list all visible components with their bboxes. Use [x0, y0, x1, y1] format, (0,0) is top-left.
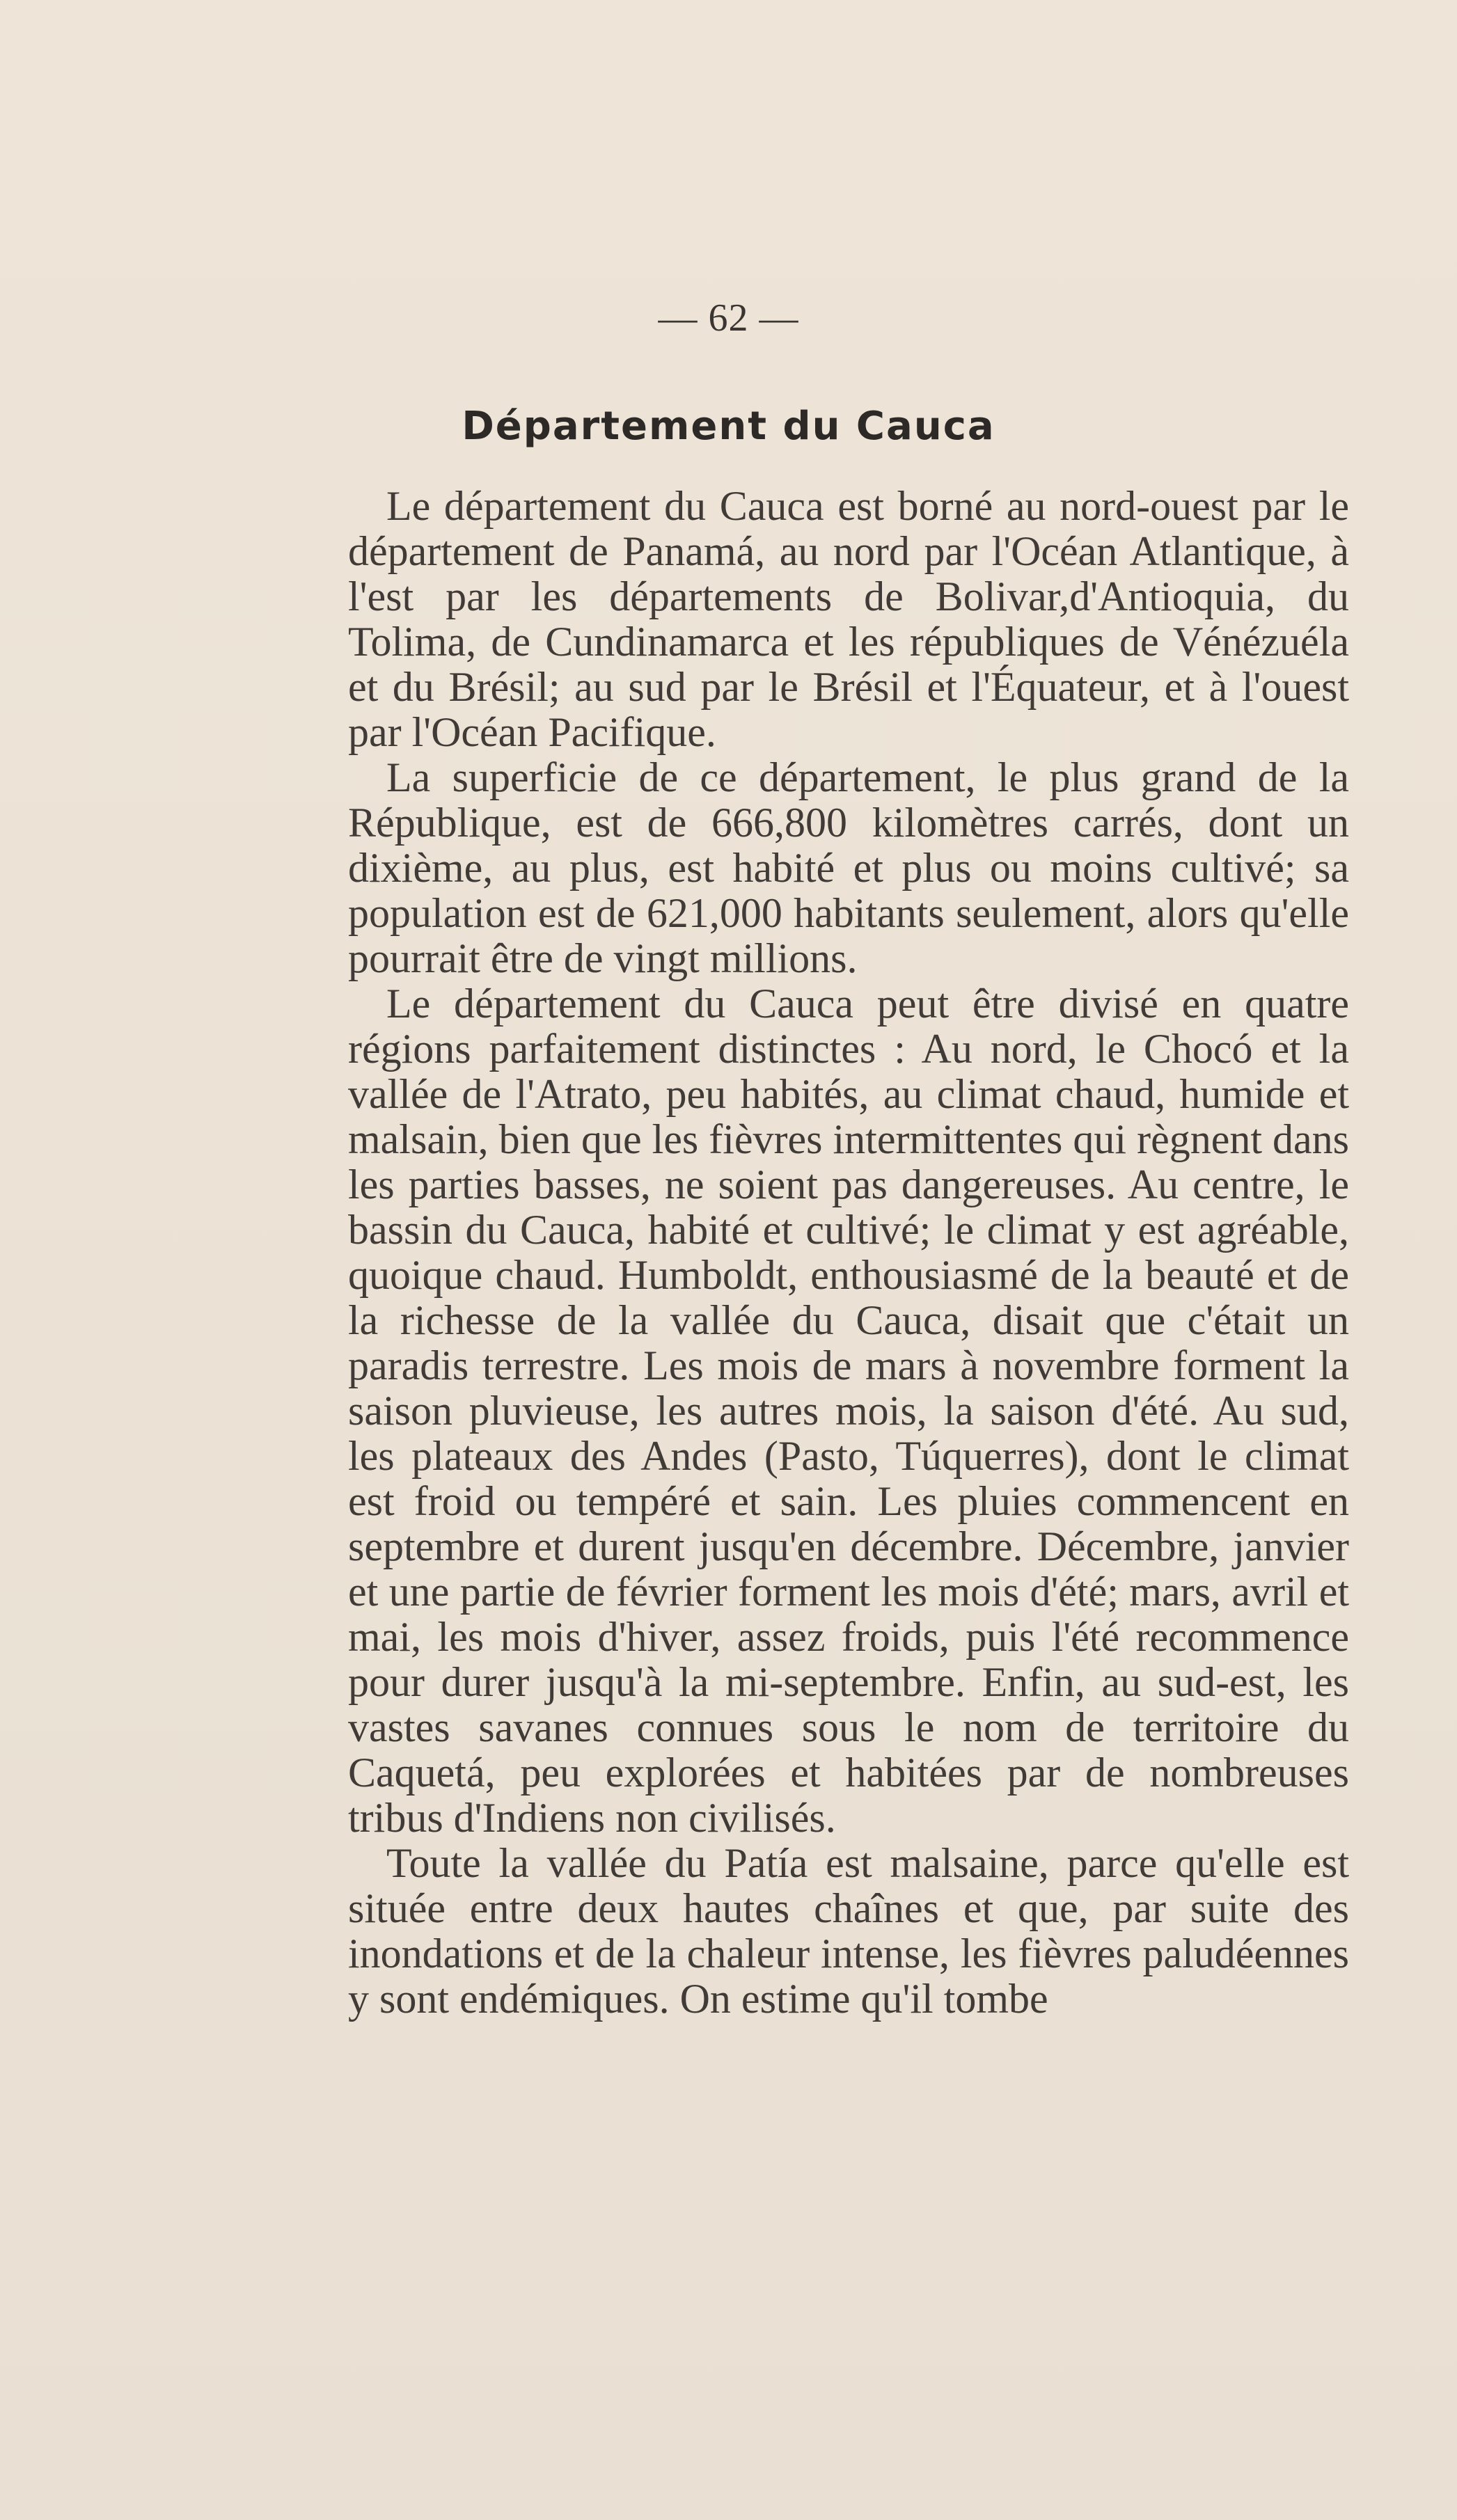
paragraph: Toute la vallée du Patía est malsaine, parce qu'elle est située entre deux hautes chaînes et que, par suite des inondations et de la chaleur intense, les fièvres paludéennes y sont endémiques. On estime qu'il tombe — [348, 1840, 1349, 2022]
paragraph: Le département du Cauca peut être divisé en quatre régions parfaitement distinctes : Au nord, le Chocó et la vallée de l'Atrato, peu habités, au climat chaud, humide et malsain, bien que les fièvres intermittentes qui règnent dans les parties basses, ne soient pas dangereuses. Au centre, le bassin du Cauca, habité et cultivé; le climat y est agréable, quoique chaud. Humboldt, enthousiasmé de la beauté et de la richesse de la vallée du Cauca, disait que c'était un paradis terrestre. Les mois de mars à novembre forment la saison pluvieuse, les autres mois, la saison d'été. Au sud, les plateaux des Andes (Pasto, Túquerres), dont le climat est froid ou tempéré et sain. Les pluies commencent en septembre et durent jusqu'en décembre. Décembre, janvier et une partie de février forment les mois d'été; mars, avril et mai, les mois d'hiver, assez froids, puis l'été recommence pour durer jusqu'à la mi-septembre. Enfin, au sud-est, les vastes savanes connues sous le nom de territoire du Caquetá, peu explorées et habitées par de nombreuses tribus d'Indiens non civilisés. — [348, 981, 1349, 1841]
paragraph: La superficie de ce département, le plus grand de la République, est de 666,800 kilomètres carrés, dont un dixième, au plus, est habité et plus ou moins cultivé; sa population est de 621,000 habitants seulement, alors qu'elle pourrait être de vingt millions. — [348, 754, 1349, 981]
page-number: — 62 — — [658, 296, 799, 340]
section-title: Département du Cauca — [462, 404, 995, 449]
paragraph: Le département du Cauca est borné au nord-ouest par le département de Panamá, au nord par l'Océan Atlantique, à l'est par les départements de Bolivar,d'Antioquia, du Tolima, de Cundinamarca et les républiques de Vénézuéla et du Brésil; au sud par le Brésil et l'Équateur, et à l'ouest par l'Océan Pacifique. — [348, 483, 1349, 755]
body-text — [348, 484, 1349, 2022]
